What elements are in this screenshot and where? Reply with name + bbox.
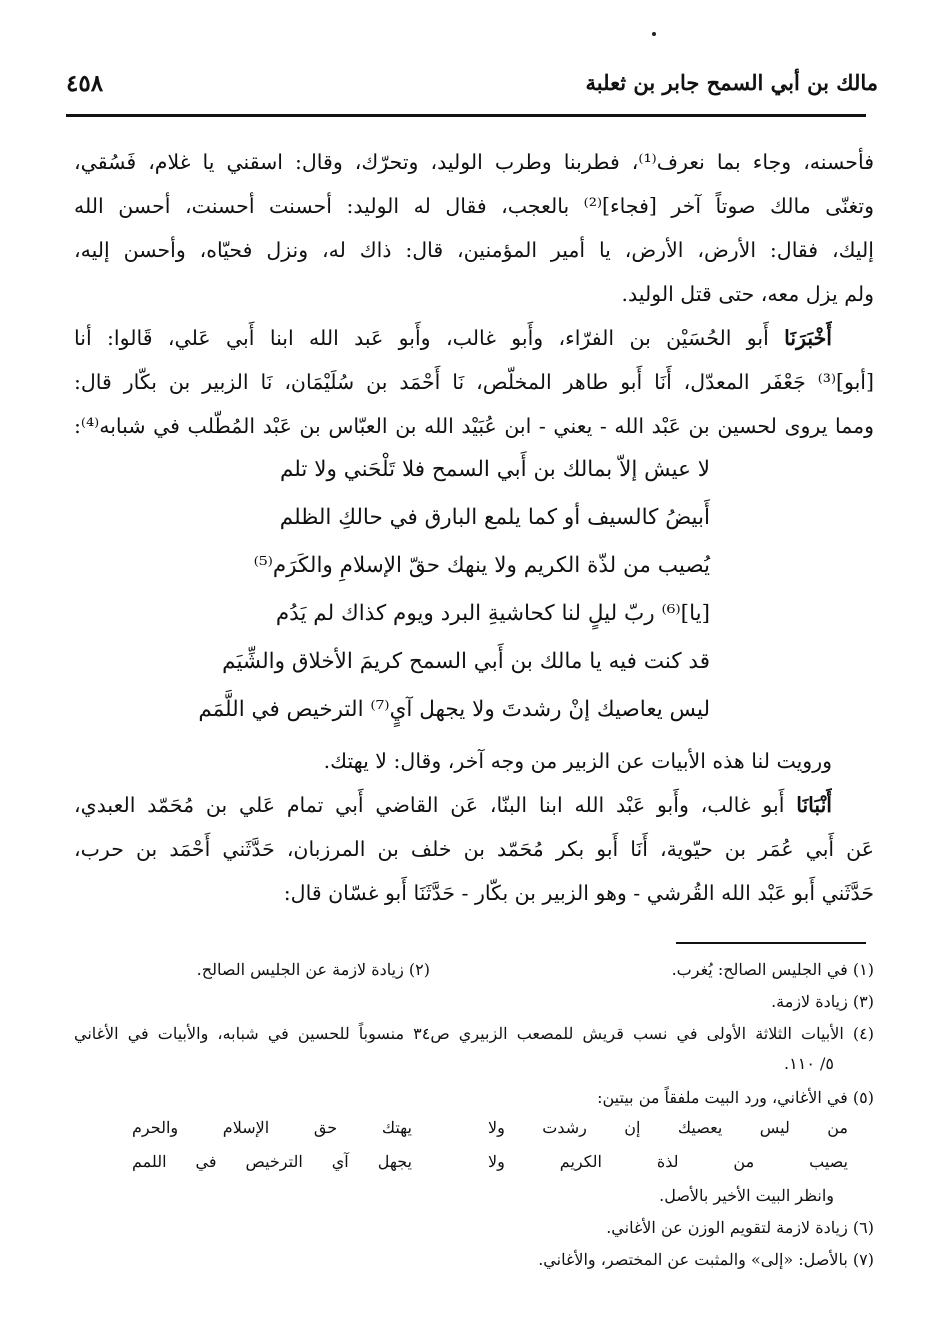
footnote-hemistich: يهتك حق الإسلام والحرم xyxy=(132,1118,412,1137)
footnote-6: (٦) زيادة لازمة لتقويم الوزن عن الأغاني. xyxy=(606,1218,874,1237)
text-line-rest: أَبو الحُسَيْن بن الفرّاء، وأَبو غالب، وأَبو عَبد الله ابنا أَبي عَلي، قَالوا: أنا xyxy=(74,326,785,350)
verse-line: قد كنت فيه يا مالك بن أَبي السمح كريمَ الأخلاق والشِّيَم xyxy=(222,649,710,674)
footnote-hemistich: يصيب من لذة الكريم ولا xyxy=(488,1152,848,1171)
footnote-2: (٢) زيادة لازمة عن الجليس الصالح. xyxy=(196,960,430,979)
text-line: ومما يروى لحسين بن عَبْد الله - يعني - ابن عُبَيْد الله بن العبّاس بن عَبْد المُطّلب في شبابه⁽⁴⁾: xyxy=(74,414,874,438)
footnote-3: (٣) زيادة لازمة. xyxy=(771,992,874,1011)
text-line: فأحسنه، وجاء بما نعرف⁽¹⁾، فطربنا وطرب الوليد، وتحرّك، وقال: اسقني يا غلام، فَسُقي، xyxy=(74,150,874,174)
footnote-rule xyxy=(676,942,866,944)
text-line xyxy=(74,317,832,359)
text-line: [أبو]⁽³⁾ جَعْفَر المعدّل، أَنَا أَبو طاهر المخلّص، نَا أَحْمَد بن سُلَيْمَان، نَا الزبير بن بكّار قال: xyxy=(74,370,874,394)
text-line: إليك، فقال: الأرض، الأرض، يا أمير المؤمنين، قال: ذاك له، ونزل فحيّاه، وأحسن إليه، xyxy=(74,238,874,262)
verse-line: [يا]⁽⁶⁾ ربّ ليلٍ لنا كحاشيةِ البرد ويوم كذاك لم يَدُم xyxy=(275,601,710,626)
text-line xyxy=(74,784,832,826)
footnote-5-cont: وانظر البيت الأخير بالأصل. xyxy=(659,1186,834,1205)
verse-line: لا عيش إلاّ بمالك بن أَبي السمح فلا تَلْحَني ولا تلم xyxy=(280,457,710,482)
footnote-hemistich: من ليس يعصيك إن رشدت ولا xyxy=(488,1118,848,1137)
footnote-5: (٥) في الأغاني، ورد البيت ملفقاً من بيتين: xyxy=(597,1088,874,1107)
verse-line: يُصيب من لذّة الكريم ولا ينهك حقّ الإسلامِ والكَرَم⁽⁵⁾ xyxy=(253,553,710,578)
text-line: ولم يزل معه، حتى قتل الوليد. xyxy=(621,282,874,306)
scan-speck xyxy=(652,32,656,36)
isnad-lead-word: أَخْبَرَنَا xyxy=(784,326,832,350)
text-line: ورويت لنا هذه الأبيات عن الزبير من وجه آخر، وقال: لا يهتك. xyxy=(323,749,832,773)
footnote-1: (١) في الجليس الصالح: يُغرب. xyxy=(671,960,874,979)
page-number: ٤٥٨ xyxy=(66,70,104,97)
running-header-title: مالك بن أبي السمح جابر بن ثعلبة xyxy=(585,70,878,95)
header-rule xyxy=(66,114,866,117)
verse-line: أَبيضُ كالسيف أو كما يلمع البارق في حالكِ الظلم xyxy=(279,505,710,530)
verse-line: ليس يعاصيك إنْ رشدتَ ولا يجهل آيٍ⁽⁷⁾ الترخيص في اللَّمَم xyxy=(198,697,710,722)
footnote-4: (٤) الأبيات الثلاثة الأولى في نسب قريش للمصعب الزبيري ص٣٤ منسوباً للحسين في شبابه، والأبيات في الأغاني xyxy=(74,1024,874,1043)
text-line-rest: أَبو غالب، وأَبو عَبْد الله ابنا البنّا، عَن القاضي أَبي تمام عَلي بن مُحَمّد العبدي، xyxy=(74,793,797,817)
footnote-4-cont: ٥/ ١١٠. xyxy=(784,1054,834,1073)
isnad-lead-word: أَنْبَانَا xyxy=(796,793,832,817)
text-line: وتغنّى مالك صوتاً آخر [فجاء]⁽²⁾ بالعجب، فقال له الوليد: أحسنت أحسنت، أحسن الله xyxy=(74,194,874,218)
footnote-hemistich: يجهل آي الترخيص في اللمم xyxy=(132,1152,412,1171)
text-line: عَن أَبي عُمَر بن حيّوية، أَنَا أَبو بكر مُحَمّد بن خلف بن المرزبان، حَدَّثَني أَحْمَد بن حرب، xyxy=(74,837,874,861)
footnote-7: (٧) بالأصل: «إلى» والمثبت عن المختصر، والأغاني. xyxy=(538,1250,874,1269)
text-line: حَدَّثَني أَبو عَبْد الله القُرشي - وهو الزبير بن بكّار - حَدَّثَنَا أَبو غسّان قال: xyxy=(283,881,874,905)
